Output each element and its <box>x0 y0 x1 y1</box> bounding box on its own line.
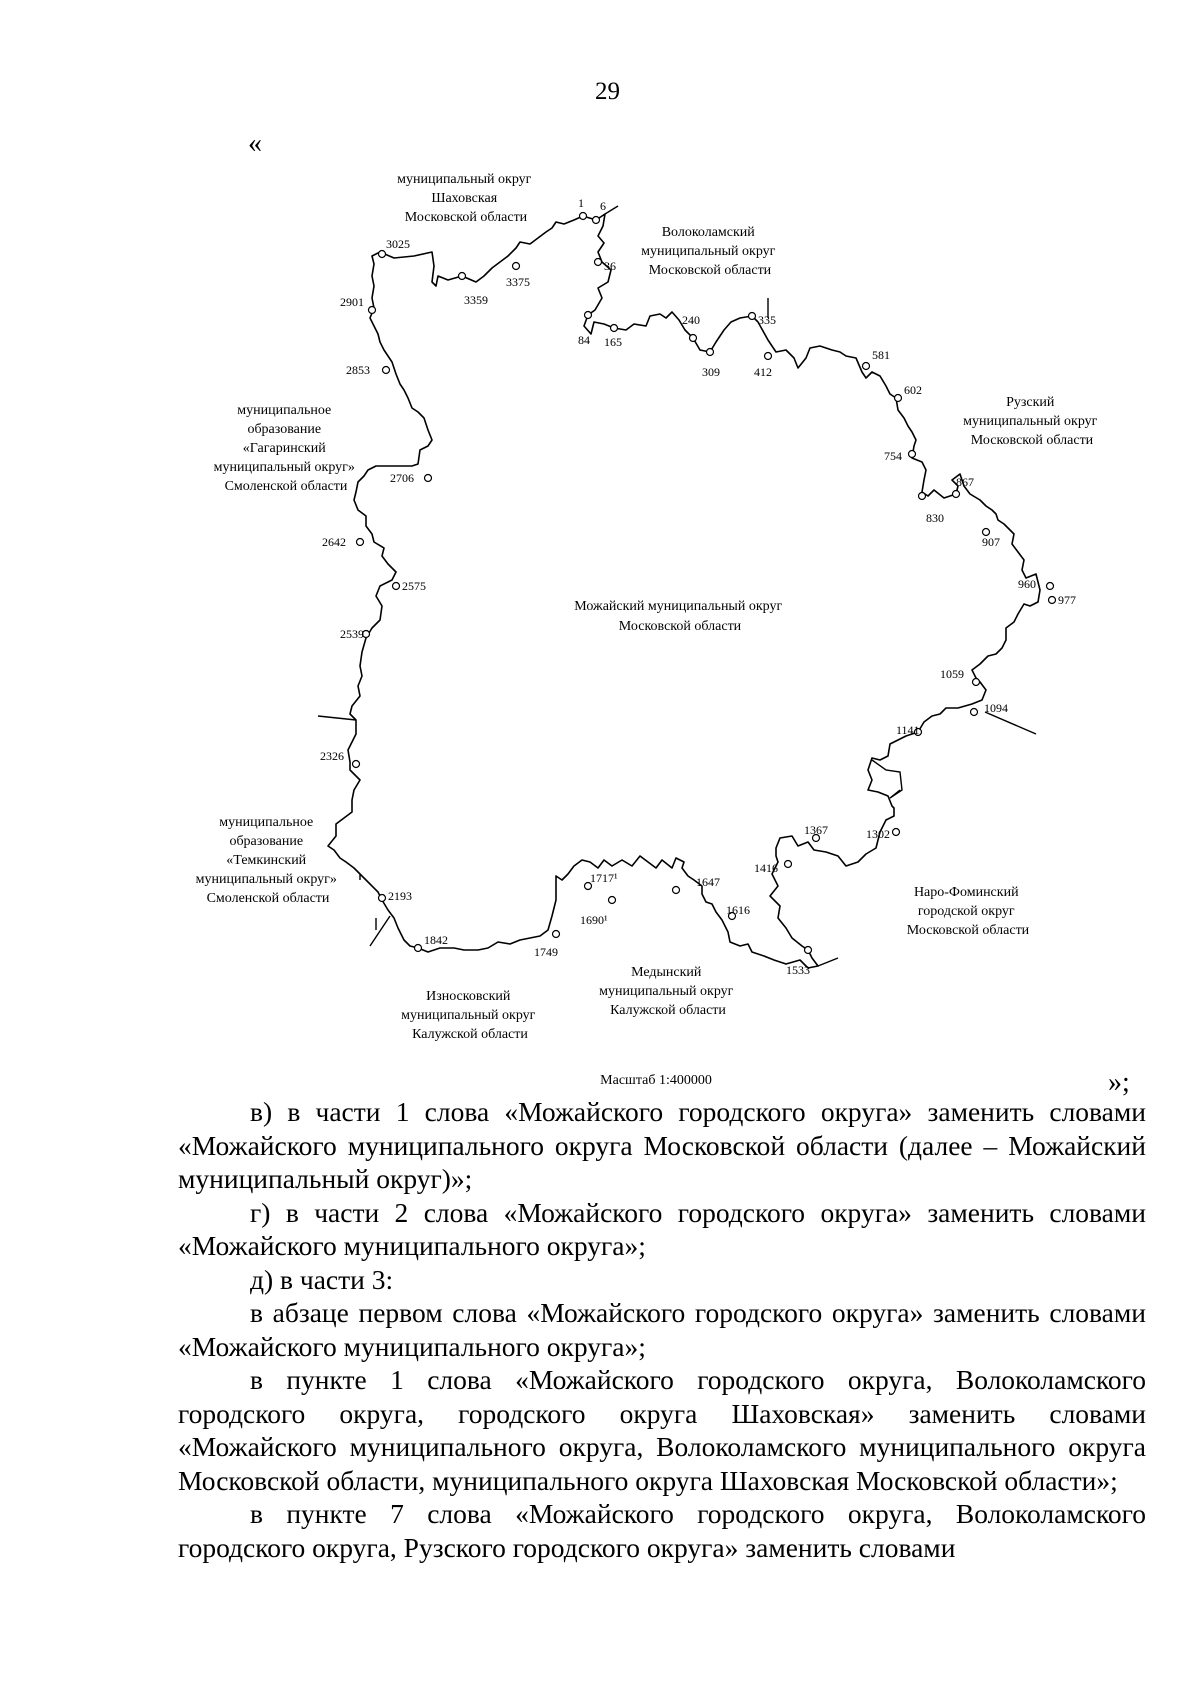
point-label: 1717¹ <box>590 871 618 885</box>
point-label: 1141 <box>896 723 920 737</box>
point-label: 1094 <box>984 701 1008 715</box>
point-label: 3359 <box>464 293 488 307</box>
point-label: 3375 <box>506 275 530 289</box>
point-label: 335 <box>758 313 776 327</box>
page-number: 29 <box>595 78 620 105</box>
point-label: 1302 <box>866 827 890 841</box>
point-label: 1416 <box>754 861 778 875</box>
point-label: 1690¹ <box>580 913 608 927</box>
point-label: 412 <box>754 365 772 379</box>
region-label-mozhaysky: Можайский муниципальный округ Московской области <box>574 599 783 634</box>
region-labels <box>196 172 1101 1088</box>
paragraph: г) в части 2 слова «Можайского городского округа» заменить словами «Можайского муниципального округа»; <box>178 1196 1146 1261</box>
point-label: 830 <box>926 511 944 525</box>
point-label: 2642 <box>322 535 346 549</box>
point-label: 907 <box>982 535 1000 549</box>
point-label: 309 <box>702 365 720 379</box>
point-label: 602 <box>904 383 922 397</box>
point-label: 2326 <box>320 749 344 763</box>
region-label-shakhovskaya: муниципальный округ Шаховская Московской области <box>397 172 532 225</box>
paragraph: в) в части 1 слова «Можайского городского округа» заменить словами «Можайского муниципального округа Московской области (далее – Можайский муниципальный округ)»; <box>178 1096 1146 1194</box>
point-label: 1059 <box>940 667 964 681</box>
region-label-volokolamsky: Волоколамский муниципальный округ Московской области <box>641 225 776 278</box>
point-label: 754 <box>884 449 902 463</box>
opening-quote: « <box>248 128 262 159</box>
paragraph: в пункте 7 слова «Можайского городского округа, Волоколамского городского округа, Рузского городского округа» заменить словами <box>178 1498 1146 1563</box>
point-label: 581 <box>872 348 890 362</box>
point-labels <box>320 196 1076 977</box>
point-label: 2539 <box>340 627 364 641</box>
region-label-naro-fominsky: Наро-Фоминский городской округ Московской области <box>906 885 1030 938</box>
boundary-point-markers <box>353 213 1056 954</box>
point-label: 6 <box>600 199 606 213</box>
point-label: 867 <box>956 475 974 489</box>
point-label: 36 <box>604 259 616 273</box>
point-label: 2853 <box>346 363 370 377</box>
point-label: 2901 <box>340 295 364 309</box>
point-label: 1533 <box>786 963 810 977</box>
point-label: 1 <box>578 196 584 210</box>
closing-quote: »; <box>1108 1067 1130 1098</box>
paragraph: в пункте 1 слова «Можайского городского округа, Волоколамского городского округа, городского округа Шаховская» заменить словами «Можайского муниципального округа, Волоколамского муниципального округа Московской области, муниципального округа Шаховская Московской области»; <box>178 1364 1146 1496</box>
amendment-text <box>178 1095 1146 1564</box>
point-label: 2575 <box>402 579 426 593</box>
point-label: 2706 <box>390 471 414 485</box>
paragraph: д) в части 3: <box>250 1263 394 1295</box>
point-label: 2193 <box>388 889 412 903</box>
point-label: 1647 <box>696 875 720 889</box>
region-label-medynsky: Медынский муниципальный округ Калужской области <box>599 965 734 1018</box>
point-label: 165 <box>604 335 622 349</box>
point-label: 1616 <box>726 903 750 917</box>
point-label: 1842 <box>424 933 448 947</box>
region-label-iznoskovsky: Износковский муниципальный округ Калужской области <box>401 989 536 1042</box>
region-label-ruzsky: Рузский муниципальный округ Московской области <box>963 395 1098 448</box>
point-label: 1749 <box>534 945 558 959</box>
point-label: 240 <box>682 313 700 327</box>
point-label: 1367 <box>804 823 828 837</box>
point-label: 977 <box>1058 593 1076 607</box>
region-label-temkinsky: муниципальное образование «Темкинский муниципальный округ» Смоленской области <box>195 815 337 906</box>
paragraph: в абзаце первом слова «Можайского городского округа» заменить словами «Можайского муниципального округа»; <box>178 1297 1146 1362</box>
point-label: 960 <box>1018 577 1036 591</box>
mozhaysk-boundary <box>328 214 1040 968</box>
region-label-gagarinsky: муниципальное образование «Гагаринский муниципальный округ» Смоленской области <box>213 403 355 494</box>
map-scale: Масштаб 1:400000 <box>600 1073 712 1088</box>
point-label: 84 <box>578 333 590 347</box>
point-label: 3025 <box>386 237 410 251</box>
